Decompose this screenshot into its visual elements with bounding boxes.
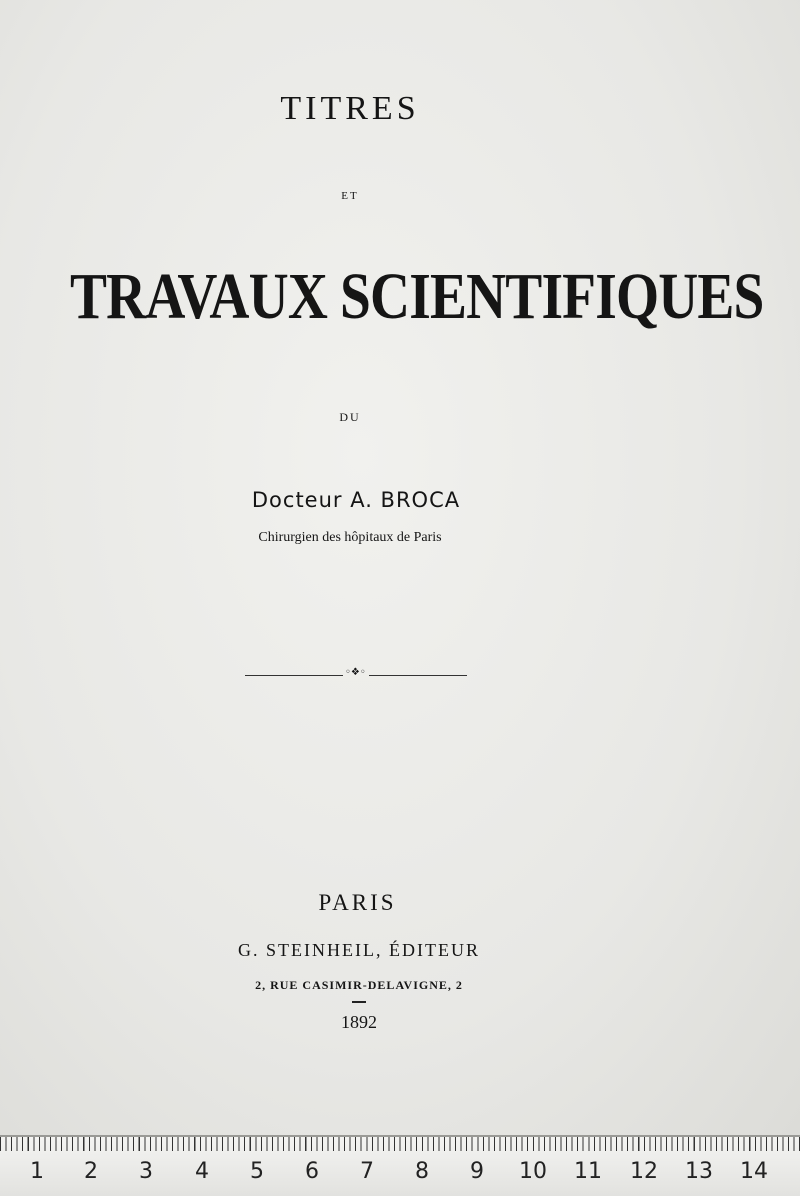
- ruler-number: 11: [574, 1159, 602, 1184]
- author-affiliation: Chirurgien des hôpitaux de Paris: [258, 530, 442, 545]
- ornament-glyph: ◦❖◦: [345, 667, 366, 678]
- title-top: TITRES: [280, 90, 420, 127]
- title-main: TRAVAUX SCIENTIFIQUES: [70, 260, 764, 333]
- ruler-number: 3: [139, 1159, 153, 1184]
- imprint-dash: [352, 1001, 366, 1003]
- imprint-year: 1892: [341, 1012, 377, 1032]
- ruler-number: 4: [195, 1159, 209, 1184]
- ruler-number: 13: [685, 1159, 713, 1184]
- ruler-number: 8: [415, 1159, 429, 1184]
- title-conjunction: ET: [341, 190, 359, 202]
- imprint-publisher: G. STEINHEIL, ÉDITEUR: [238, 940, 480, 960]
- measuring-ruler: [0, 1135, 800, 1196]
- author-name: Docteur A. BROCA: [251, 488, 461, 512]
- ornament-rule-right: [369, 675, 467, 676]
- imprint-address: 2, RUE CASIMIR-DELAVIGNE, 2: [255, 978, 463, 992]
- imprint-city: PARIS: [318, 890, 397, 915]
- ruler-number: 5: [250, 1159, 264, 1184]
- ruler-number: 9: [470, 1159, 484, 1184]
- ruler-number: 7: [360, 1159, 374, 1184]
- ruler-ticks: [0, 1137, 800, 1151]
- ruler-number: 2: [84, 1159, 98, 1184]
- title-preposition: DU: [339, 410, 361, 424]
- ornament-rule-left: [245, 675, 343, 676]
- ruler-number: 14: [740, 1159, 768, 1184]
- ruler-number: 12: [630, 1159, 658, 1184]
- ruler-number: 6: [305, 1159, 319, 1184]
- ruler-number: 10: [519, 1159, 547, 1184]
- ornamental-rule: [245, 667, 467, 679]
- ruler-number: 1: [30, 1159, 44, 1184]
